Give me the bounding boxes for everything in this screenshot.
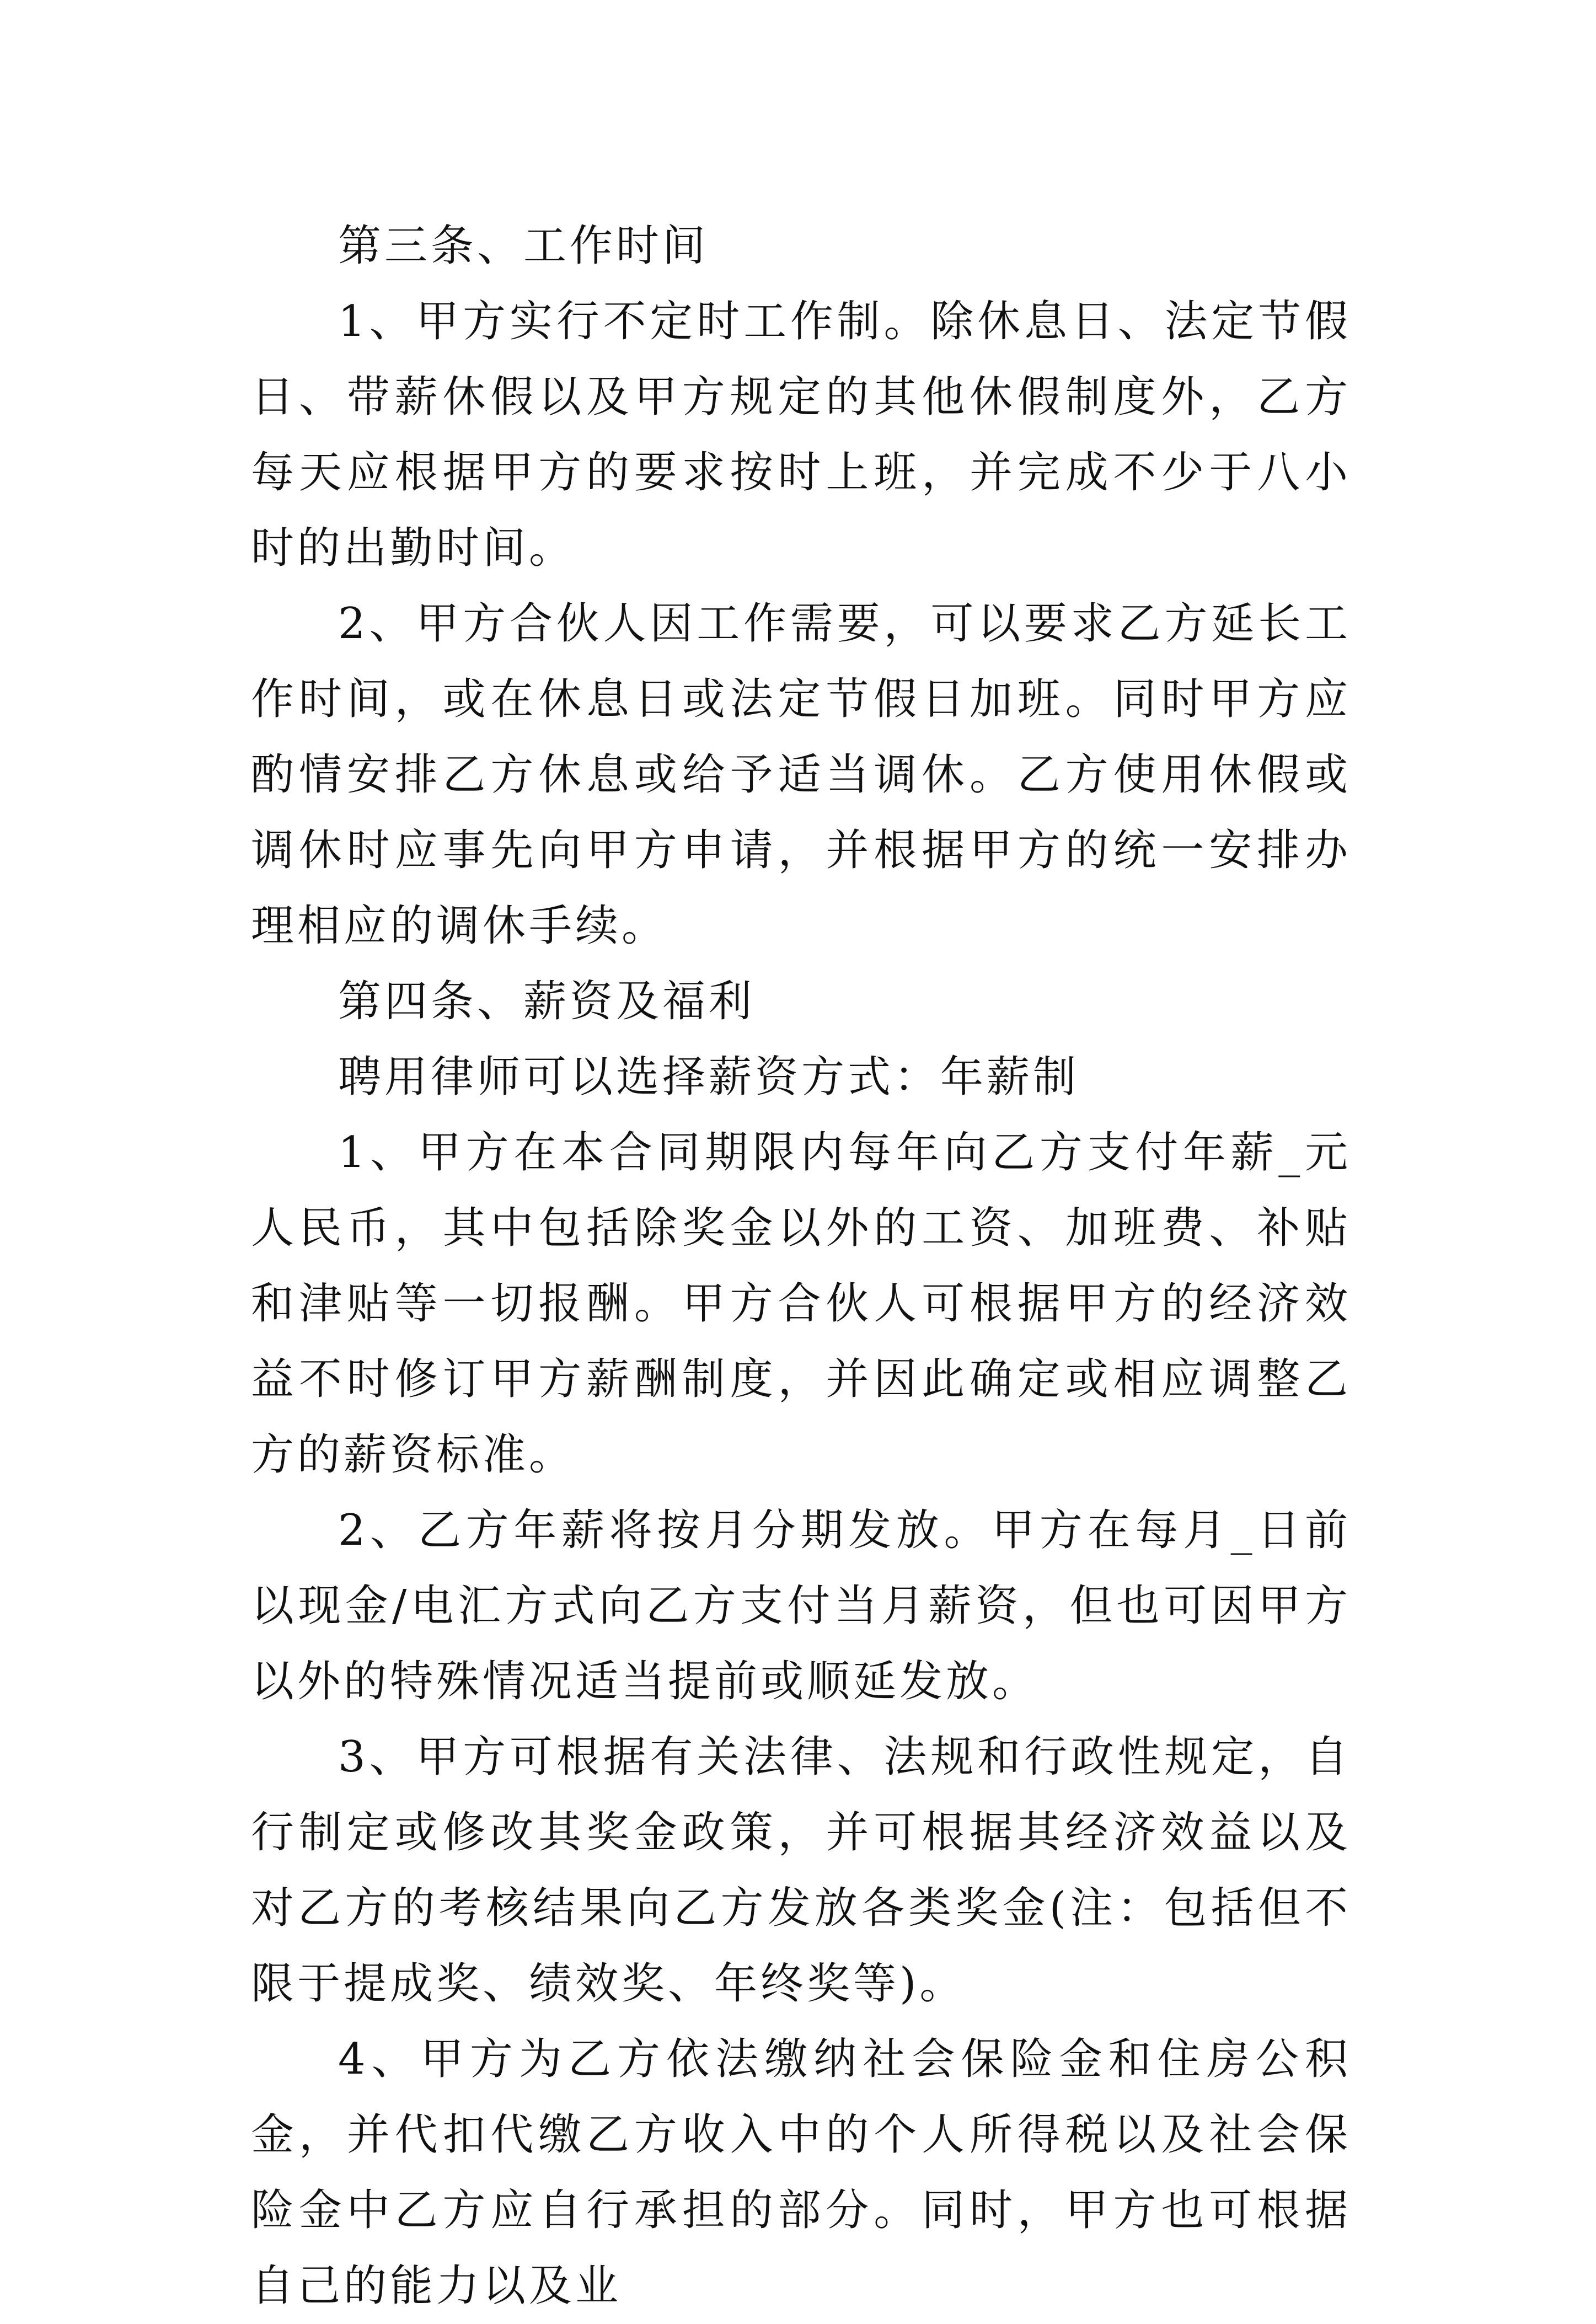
article-4-salary-mode: 聘用律师可以选择薪资方式：年薪制 xyxy=(338,1052,1080,1102)
article-3-item-1: 1、甲方实行不定时工作制。除休息日、法定节假日、带薪休假以及甲方规定的其他休假制度外，乙方每天应根据甲方的要求按时上班，并完成不少于八小时的出勤时间。 xyxy=(251,297,1351,573)
article-3-item-2: 2、甲方合伙人因工作需要，可以要求乙方延长工作时间，或在休息日或法定节假日加班。同时甲方应酌情安排乙方休息或给予适当调休。乙方使用休假或调休时应事先向甲方申请，并根据甲方的统一安排办理相应的调休手续。 xyxy=(251,599,1351,951)
document-body xyxy=(251,208,1351,2324)
article-4-item-1: 1、甲方在本合同期限内每年向乙方支付年薪_元人民币，其中包括除奖金以外的工资、加班费、补贴和津贴等一切报酬。甲方合伙人可根据甲方的经济效益不时修订甲方薪酬制度，并因此确定或相应调整乙方的薪资标准。 xyxy=(251,1128,1351,1480)
article-4-item-3: 3、甲方可根据有关法律、法规和行政性规定，自行制定或修改其奖金政策，并可根据其经济效益以及对乙方的考核结果向乙方发放各类奖金(注：包括但不限于提成奖、绩效奖、年终奖等)。 xyxy=(251,1732,1351,2009)
article-3-heading: 第三条、工作时间 xyxy=(338,221,709,271)
article-4-heading: 第四条、薪资及福利 xyxy=(338,977,756,1026)
article-4-item-2: 2、乙方年薪将按月分期发放。甲方在每月_日前以现金/电汇方式向乙方支付当月薪资，但也可因甲方以外的特殊情况适当提前或顺延发放。 xyxy=(251,1506,1351,1706)
article-4-item-4: 4、甲方为乙方依法缴纳社会保险金和住房公积金，并代扣代缴乙方收入中的个人所得税以及社会保险金中乙方应自行承担的部分。同时，甲方也可根据自己的能力以及业 xyxy=(251,2034,1351,2311)
